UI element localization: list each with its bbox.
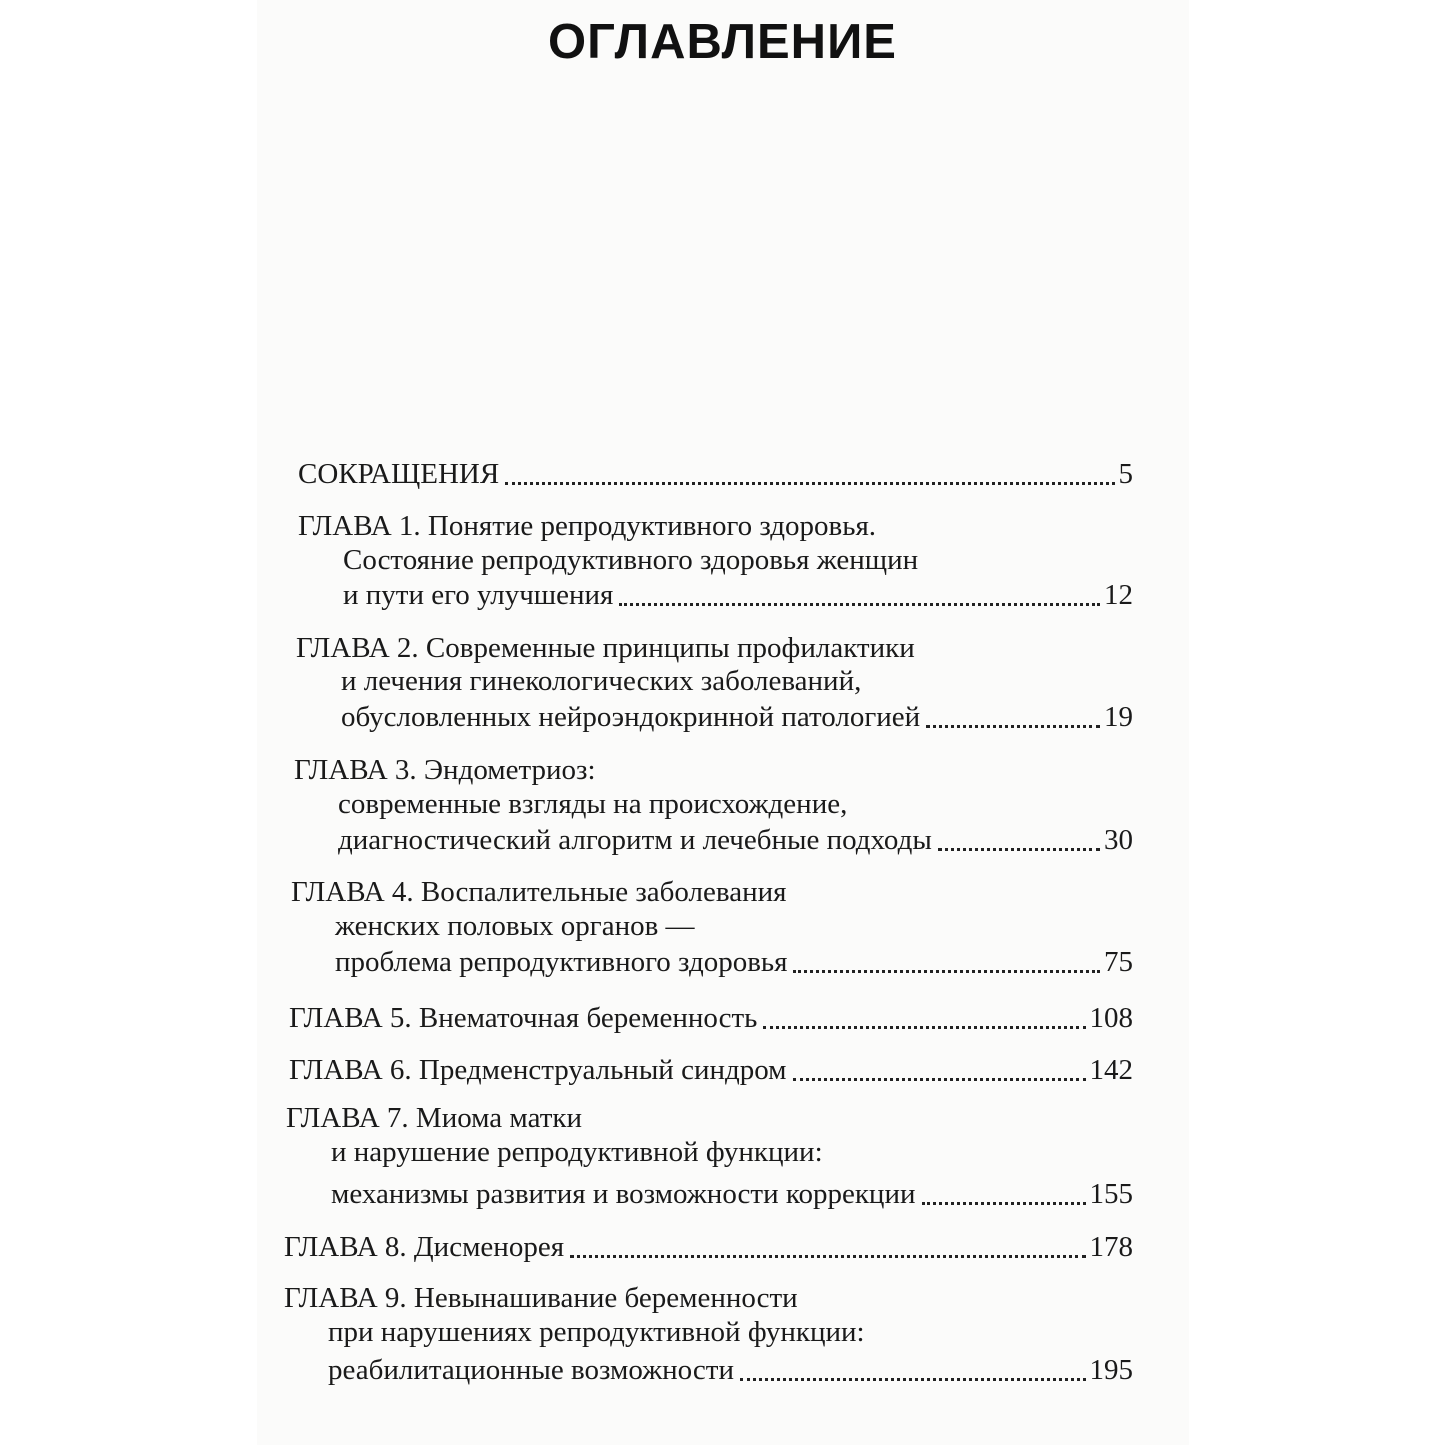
toc-entry-chapter-7: ГЛАВА 7. Миома матки bbox=[286, 1102, 582, 1134]
toc-entry-continuation: при нарушениях репродуктивной функции: bbox=[328, 1316, 865, 1348]
toc-entry-chapter-9: ГЛАВА 9. Невынашивание беременности bbox=[284, 1282, 798, 1314]
toc-entry-continuation: и нарушение репродуктивной функции: bbox=[331, 1136, 823, 1168]
toc-leader-dots bbox=[938, 847, 1100, 851]
toc-entry-chapter-5 bbox=[289, 996, 1133, 1036]
toc-page-number: 108 bbox=[1089, 1002, 1133, 1034]
toc-entry-chapter-3: ГЛАВА 3. Эндометриоз: bbox=[294, 754, 596, 786]
toc-entry-title: ГЛАВА 8. Дисменорея bbox=[284, 1231, 565, 1263]
toc-entry-continuation: и лечения гинекологических заболеваний, bbox=[341, 665, 862, 697]
toc-entry-chapter-6 bbox=[289, 1048, 1133, 1088]
toc-entry-chapter-8 bbox=[284, 1225, 1133, 1265]
toc-leader-dots bbox=[505, 481, 1114, 485]
toc-page-number: 195 bbox=[1089, 1354, 1133, 1386]
toc-entry-continuation: женских половых органов — bbox=[335, 910, 695, 942]
toc-entry-last-line bbox=[331, 1172, 1133, 1212]
toc-entry-last-line bbox=[338, 818, 1133, 858]
toc-entry-title: механизмы развития и возможности коррекции bbox=[331, 1178, 916, 1210]
toc-entry-chapter-2: ГЛАВА 2. Современные принципы профилактики bbox=[296, 632, 915, 664]
toc-entry-title: реабилитационные возможности bbox=[328, 1354, 734, 1386]
toc-entry-title: и пути его улучшения bbox=[343, 579, 614, 611]
toc-leader-dots bbox=[793, 1077, 1086, 1081]
toc-leader-dots bbox=[922, 1201, 1086, 1205]
toc-page-number: 19 bbox=[1104, 701, 1133, 733]
toc-entry-chapter-4: ГЛАВА 4. Воспалительные заболевания bbox=[291, 876, 787, 908]
toc-entry-title: СОКРАЩЕНИЯ bbox=[298, 458, 500, 490]
toc-entry-title: обусловленных нейроэндокринной патологией bbox=[341, 701, 921, 733]
toc-entry-title: диагностический алгоритм и лечебные подходы bbox=[338, 824, 932, 856]
toc-page-number: 142 bbox=[1089, 1054, 1133, 1086]
toc-entry-title: проблема репродуктивного здоровья bbox=[335, 946, 788, 978]
toc-page-number: 178 bbox=[1089, 1231, 1133, 1263]
toc-entry-abbreviations bbox=[298, 452, 1133, 492]
toc-page-number: 155 bbox=[1089, 1178, 1133, 1210]
toc-entry-last-line bbox=[328, 1348, 1133, 1388]
toc-leader-dots bbox=[926, 724, 1100, 728]
toc-entry-continuation: современные взгляды на происхождение, bbox=[338, 788, 848, 820]
toc-entry-chapter-1: ГЛАВА 1. Понятие репродуктивного здоровья. bbox=[298, 510, 877, 542]
toc-page-number: 12 bbox=[1104, 579, 1133, 611]
toc-page-number: 5 bbox=[1118, 458, 1133, 490]
toc-page-number: 75 bbox=[1104, 946, 1133, 978]
toc-leader-dots bbox=[740, 1377, 1086, 1381]
toc-entry-last-line bbox=[341, 695, 1133, 735]
toc-leader-dots bbox=[619, 602, 1100, 606]
toc-entry-title: ГЛАВА 5. Внематочная беременность bbox=[289, 1002, 758, 1034]
toc-leader-dots bbox=[763, 1025, 1085, 1029]
toc-leader-dots bbox=[570, 1254, 1085, 1258]
toc-page-number: 30 bbox=[1104, 824, 1133, 856]
toc-entry-last-line bbox=[335, 940, 1133, 980]
page-title: ОГЛАВЛЕНИЕ bbox=[548, 15, 897, 69]
toc-entry-title: ГЛАВА 6. Предменструальный синдром bbox=[289, 1054, 787, 1086]
toc-leader-dots bbox=[793, 969, 1100, 973]
toc-entry-last-line bbox=[343, 573, 1133, 613]
toc-entry-continuation: Состояние репродуктивного здоровья женщин bbox=[343, 544, 919, 576]
